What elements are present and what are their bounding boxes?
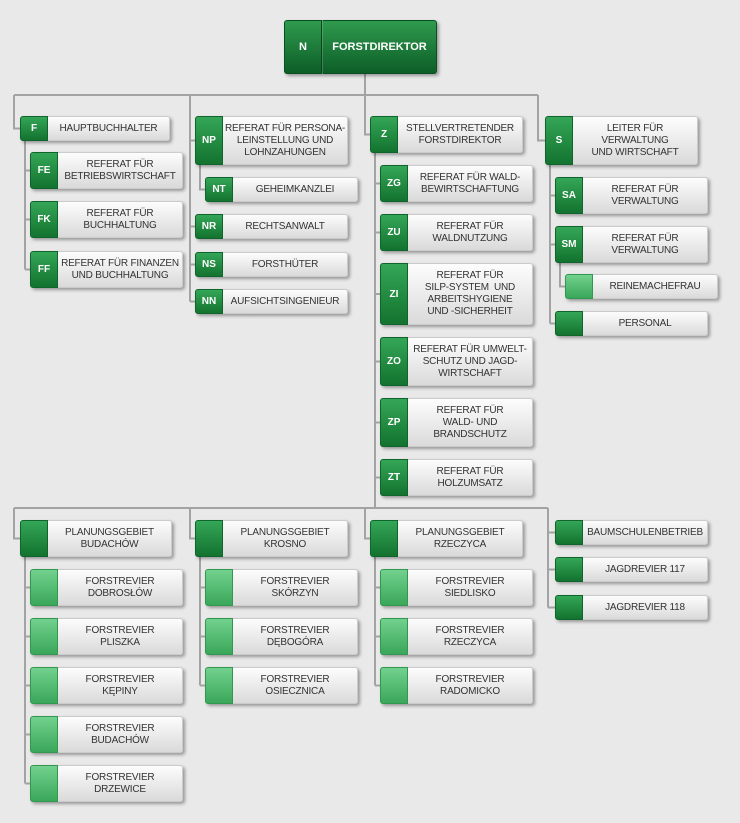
node-referat-waldnutzung (380, 214, 533, 251)
node-referat-umweltschutz-jagdwirtschaft (380, 337, 533, 386)
unit-code-tab (380, 667, 408, 704)
unit-code: S (555, 135, 563, 146)
unit-label: FORSTREVIER DRZEWICE (58, 765, 183, 802)
node-referat-brandschutz (380, 398, 533, 447)
node-geheimkanzlei (205, 177, 358, 202)
unit-label: FORSTHÜTER (223, 252, 348, 277)
unit-label: FORSTREVIER OSIECZNICA (233, 667, 358, 704)
unit-code-tab (30, 618, 58, 655)
unit-code: ZI (389, 288, 399, 300)
unit-label: REINEMACHEFRAU (593, 274, 718, 299)
node-forstrevier-budachow (30, 716, 183, 753)
unit-code: F (30, 123, 38, 134)
node-referat-waldbewirtschaftung (380, 165, 533, 202)
unit-label: PLANUNGSGEBIET BUDACHÓW (48, 520, 172, 557)
unit-label: REFERAT FÜR WALD- UND BRANDSCHUTZ (408, 398, 533, 447)
unit-label: STELLVERTRETENDER FORSTDIREKTOR (398, 116, 523, 153)
unit-label: FORSTREVIER KĘPINY (58, 667, 183, 704)
unit-code-tab (205, 569, 233, 606)
unit-code-tab (370, 520, 398, 557)
node-baumschulenbetrieb (555, 520, 708, 545)
unit-code-tab (555, 226, 583, 263)
unit-code: FF (37, 264, 51, 275)
unit-code-tab (195, 252, 223, 277)
node-forstrevier-osiecznica (205, 667, 358, 704)
unit-code: ZP (387, 417, 401, 428)
node-forsthueter (195, 252, 348, 277)
unit-label: REFERAT FÜR FINANZEN UND BUCHHALTUNG (58, 251, 183, 288)
unit-label: FORSTREVIER PLISZKA (58, 618, 183, 655)
node-jagdrevier-118 (555, 595, 708, 620)
unit-code-tab (380, 263, 408, 325)
unit-label: BAUMSCHULENBETRIEB (583, 520, 708, 545)
unit-label: PLANUNGSGEBIET KROSNO (223, 520, 348, 557)
unit-code-tab (195, 520, 223, 557)
node-planungsgebiet-krosno (195, 520, 348, 557)
unit-label: FORSTREVIER DOBROSŁÓW (58, 569, 183, 606)
unit-code-tab (380, 214, 408, 251)
unit-label: HAUPTBUCHHALTER (48, 116, 170, 141)
unit-code-tab (30, 765, 58, 802)
unit-code: N (299, 41, 307, 53)
node-rechtsanwalt (195, 214, 348, 239)
unit-code-tab (380, 165, 408, 202)
unit-code: FE (37, 165, 51, 176)
unit-label: FORSTREVIER RZECZYCA (408, 618, 533, 655)
unit-code: NP (202, 135, 216, 146)
unit-label: FORSTREVIER BUDACHÓW (58, 716, 183, 753)
node-hauptbuchhalter (20, 116, 170, 141)
unit-label: REFERAT FÜR PERSONA- LEINSTELLUNG UND LOHNZAHUNGEN (223, 116, 348, 165)
unit-label: AUFSICHTSINGENIEUR (223, 289, 348, 314)
unit-code-tab (370, 116, 398, 153)
node-forstrevier-rzeczyca (380, 618, 533, 655)
unit-label: JAGDREVIER 118 (583, 595, 708, 620)
unit-code-tab (380, 398, 408, 447)
unit-label: PLANUNGSGEBIET RZECZYCA (398, 520, 523, 557)
node-forstdirektor (284, 20, 437, 74)
unit-code-tab (195, 214, 223, 239)
node-forstrevier-debogora (205, 618, 358, 655)
unit-code-tab (205, 618, 233, 655)
node-forstrevier-radomicko (380, 667, 533, 704)
unit-code-tab (20, 116, 48, 141)
unit-code-tab (380, 459, 408, 496)
unit-code: NT (212, 184, 226, 195)
node-forstrevier-pliszka (30, 618, 183, 655)
unit-code-tab (380, 618, 408, 655)
node-reinemachefrau (565, 274, 718, 299)
unit-code: NS (202, 259, 216, 270)
unit-label: LEITER FÜR VERWALTUNG UND WIRTSCHAFT (573, 116, 698, 165)
node-forstrevier-dobroslow (30, 569, 183, 606)
unit-label: FORSTREVIER SIEDLISKO (408, 569, 533, 606)
unit-label: FORSTDIREKTOR (322, 20, 437, 74)
node-planungsgebiet-rzeczyca (370, 520, 523, 557)
unit-code-tab (30, 152, 58, 189)
unit-code: ZG (387, 178, 401, 189)
unit-label: JAGDREVIER 117 (583, 557, 708, 582)
unit-label: REFERAT FÜR BUCHHALTUNG (58, 201, 183, 238)
unit-code: FK (37, 214, 51, 225)
unit-label: FORSTREVIER RADOMICKO (408, 667, 533, 704)
unit-label: REFERAT FÜR VERWALTUNG (583, 226, 708, 263)
node-forstrevier-siedlisko (380, 569, 533, 606)
unit-code-tab (555, 177, 583, 214)
unit-code-tab (205, 667, 233, 704)
node-referat-silp-arbeitssicherheit (380, 263, 533, 325)
node-referat-betriebswirtschaft (30, 152, 183, 189)
node-aufsichtsingenieur (195, 289, 348, 314)
unit-code: ZO (387, 356, 401, 367)
unit-label: RECHTSANWALT (223, 214, 348, 239)
unit-code: SM (561, 239, 577, 250)
unit-code-tab (565, 274, 593, 299)
unit-code-tab (545, 116, 573, 165)
unit-label: GEHEIMKANZLEI (233, 177, 358, 202)
unit-label: REFERAT FÜR UMWELT- SCHUTZ UND JAGD- WIRTSCHAFT (408, 337, 533, 386)
node-forstrevier-drzewice (30, 765, 183, 802)
unit-label: REFERAT FÜR VERWALTUNG (583, 177, 708, 214)
unit-code-tab (195, 116, 223, 165)
unit-code-tab (555, 557, 583, 582)
unit-code-tab (20, 520, 48, 557)
unit-label: REFERAT FÜR WALD- BEWIRTSCHAFTUNG (408, 165, 533, 202)
unit-label: FORSTREVIER DĘBOGÓRA (233, 618, 358, 655)
unit-code-tab (195, 289, 223, 314)
unit-code-tab (380, 337, 408, 386)
node-referat-verwaltung-sa (555, 177, 708, 214)
unit-code-tab (555, 520, 583, 545)
unit-code: NN (201, 296, 217, 307)
unit-code-tab (30, 201, 58, 238)
deputy-connector (375, 153, 380, 508)
node-forstrevier-skorzyn (205, 569, 358, 606)
unit-code-tab (380, 569, 408, 606)
node-planungsgebiet-budachow (20, 520, 172, 557)
unit-code-tab (30, 716, 58, 753)
unit-label: REFERAT FÜR WALDNUTZUNG (408, 214, 533, 251)
unit-label: REFERAT FÜR BETRIEBSWIRTSCHAFT (58, 152, 183, 189)
node-stellvertretender-forstdirektor (370, 116, 523, 153)
unit-code-tab (555, 595, 583, 620)
unit-code-tab (30, 667, 58, 704)
unit-code: ZT (387, 472, 401, 483)
node-referat-holzumsatz (380, 459, 533, 496)
unit-code-tab (30, 569, 58, 606)
unit-code: NR (201, 221, 217, 232)
node-referat-buchhaltung (30, 201, 183, 238)
node-referat-finanzen (30, 251, 183, 288)
node-forstrevier-kepiny (30, 667, 183, 704)
unit-code-tab (30, 251, 58, 288)
unit-code: ZU (387, 227, 401, 238)
node-referat-personaleinstellung (195, 116, 348, 165)
unit-label: REFERAT FÜR SILP-SYSTEM UND ARBEITSHYGIENE UND -SICHERHEIT (408, 263, 533, 325)
unit-code: Z (380, 129, 388, 140)
unit-label: PERSONAL (583, 311, 708, 336)
unit-label: REFERAT FÜR HOLZUMSATZ (408, 459, 533, 496)
unit-code-tab (205, 177, 233, 202)
unit-code-tab (284, 20, 322, 74)
unit-code: SA (562, 190, 576, 201)
node-referat-verwaltung-sm (555, 226, 708, 263)
node-jagdrevier-117 (555, 557, 708, 582)
node-personal (555, 311, 708, 336)
unit-label: FORSTREVIER SKÓRZYN (233, 569, 358, 606)
node-leiter-verwaltung-wirtschaft (545, 116, 698, 165)
unit-code-tab (555, 311, 583, 336)
